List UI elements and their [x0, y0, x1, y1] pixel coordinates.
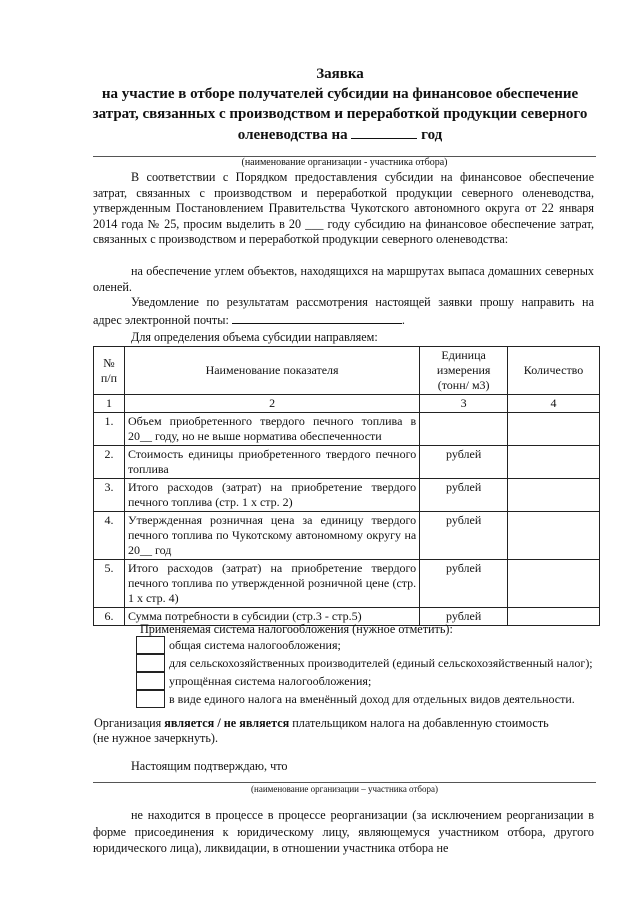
table-row: [94, 446, 600, 479]
row-name: Утвержденная розничная цена за единицу твердого печного топлива по Чукотскому автономному округу на 20__ год: [124, 512, 419, 560]
row-num: 1.: [94, 413, 125, 446]
tax-option-label: в виде единого налога на вменённый доход для отдельных видов деятельности.: [169, 692, 575, 706]
row-qty: [508, 413, 600, 446]
year-blank: [351, 124, 417, 139]
vat-note: (не нужное зачеркнуть).: [93, 731, 219, 745]
intro-paragraph: В соответствии с Порядком предоставления субсидии на финансовое обеспечение затрат, связанных с производством и переработкой продукции северного оленеводства, утвержденным Постановлением Правительства Чукотского автономного округа от 22 января 2014 года № 25, просим выделить в 20 ___ году субсидию на финансовое обеспечение затрат, связанных с производством и переработкой продукции северного оленеводства:: [93, 170, 594, 247]
notice-email-label: адрес электронной почты:: [93, 312, 229, 327]
row-name: Итого расходов (затрат) на приобретение твердого печного топлива по утвержденной розничной цене (стр. 1 х стр. 4): [124, 560, 419, 608]
vat-line: [94, 716, 549, 732]
purpose-paragraph: на обеспечение углем объектов, находящихся на маршрутах выпаса домашних северных оленей.: [93, 264, 594, 294]
indicators-table: [93, 346, 600, 626]
table-row: [94, 413, 600, 446]
org-name-caption: (наименование организации - участника отбора): [241, 157, 448, 168]
row-qty: [508, 512, 600, 560]
tax-checkbox[interactable]: [136, 690, 165, 708]
row-name: Стоимость единицы приобретенного твердого печного топлива: [124, 446, 419, 479]
table-numbering-row: [94, 395, 600, 413]
confirm-text: Настоящим подтверждаю, что: [131, 759, 288, 773]
row-name: Объем приобретенного твердого печного топлива в 20__ году, но не выше норматива обеспеченности: [124, 413, 419, 446]
vat-status: является / не является: [164, 716, 290, 730]
tax-option-general[interactable]: [136, 636, 341, 654]
tax-checkbox[interactable]: [136, 654, 165, 672]
row-qty: [508, 446, 600, 479]
row-unit: рублей: [420, 560, 508, 608]
row-name: Итого расходов (затрат) на приобретение твердого печного топлива (стр. 1 х стр. 2): [124, 479, 419, 512]
row-unit: рублей: [420, 512, 508, 560]
tax-checkbox[interactable]: [136, 672, 165, 690]
email-blank: [232, 311, 402, 324]
notice-line-2: адрес электронной почты: .: [93, 312, 405, 327]
row-unit: рублей: [420, 608, 508, 626]
row-unit: рублей: [420, 479, 508, 512]
numbering-cell: 2: [124, 395, 419, 413]
table-row: [94, 512, 600, 560]
title-line-2: на участие в отборе получателей субсидии на финансовое обеспечение: [101, 86, 579, 102]
row-num: 2.: [94, 446, 125, 479]
document-title: [80, 64, 600, 145]
header-num: № п/п: [94, 347, 125, 395]
table-header-row: [94, 347, 600, 395]
tax-option-agricultural[interactable]: [136, 654, 593, 672]
tax-option-label: общая система налогообложения;: [169, 638, 341, 652]
row-num: 3.: [94, 479, 125, 512]
tax-option-label: упрощённая система налогообложения;: [169, 674, 372, 688]
row-unit: рублей: [420, 446, 508, 479]
tax-heading: Применяемая система налогообложения (нужное отметить):: [140, 622, 453, 636]
table-row: [94, 560, 600, 608]
title-line-1: Заявка: [316, 66, 364, 82]
title-line-4-suffix: год: [421, 127, 443, 143]
table-row: [94, 479, 600, 512]
vat-suffix: плательщиком налога на добавленную стоимость: [292, 716, 549, 730]
table-intro: Для определения объема субсидии направляем:: [131, 330, 378, 344]
notice-line-1: Уведомление по результатам рассмотрения настоящей заявки прошу направить на: [131, 295, 594, 309]
row-qty: [508, 560, 600, 608]
vat-prefix: Организация: [94, 716, 162, 730]
row-qty: [508, 479, 600, 512]
row-num: 6.: [94, 608, 125, 626]
row-num: 5.: [94, 560, 125, 608]
title-line-3: затрат, связанных с производством и переработкой продукции северного: [92, 106, 588, 122]
header-unit: Единица измерения (тонн/ м3): [420, 347, 508, 395]
row-unit: [420, 413, 508, 446]
tax-option-imputed[interactable]: [136, 690, 575, 708]
notice-paragraph: [93, 295, 594, 328]
numbering-cell: 3: [420, 395, 508, 413]
title-line-4: [80, 124, 600, 145]
tax-option-label: для сельскохозяйственных производителей (единый сельскохозяйственный налог);: [169, 656, 593, 670]
numbering-cell: 4: [508, 395, 600, 413]
header-name: Наименование показателя: [124, 347, 419, 395]
row-num: 4.: [94, 512, 125, 560]
title-line-4-prefix: оленеводства на: [237, 127, 348, 143]
final-paragraph: не находится в процессе в процессе реорганизации (за исключением реорганизации в форме присоединения к юридическому лицу, являющемуся участником отбора, другого юридического лица), ликвидации, в отношении участника отбора не: [93, 808, 594, 855]
row-name: Сумма потребности в субсидии (стр.3 - стр.5): [124, 608, 419, 626]
numbering-cell: 1: [94, 395, 125, 413]
org-name-caption-2: (наименование организации – участника отбора): [251, 784, 438, 794]
tax-checkbox[interactable]: [136, 636, 165, 654]
header-qty: Количество: [508, 347, 600, 395]
row-qty: [508, 608, 600, 626]
tax-option-simplified[interactable]: [136, 672, 371, 690]
